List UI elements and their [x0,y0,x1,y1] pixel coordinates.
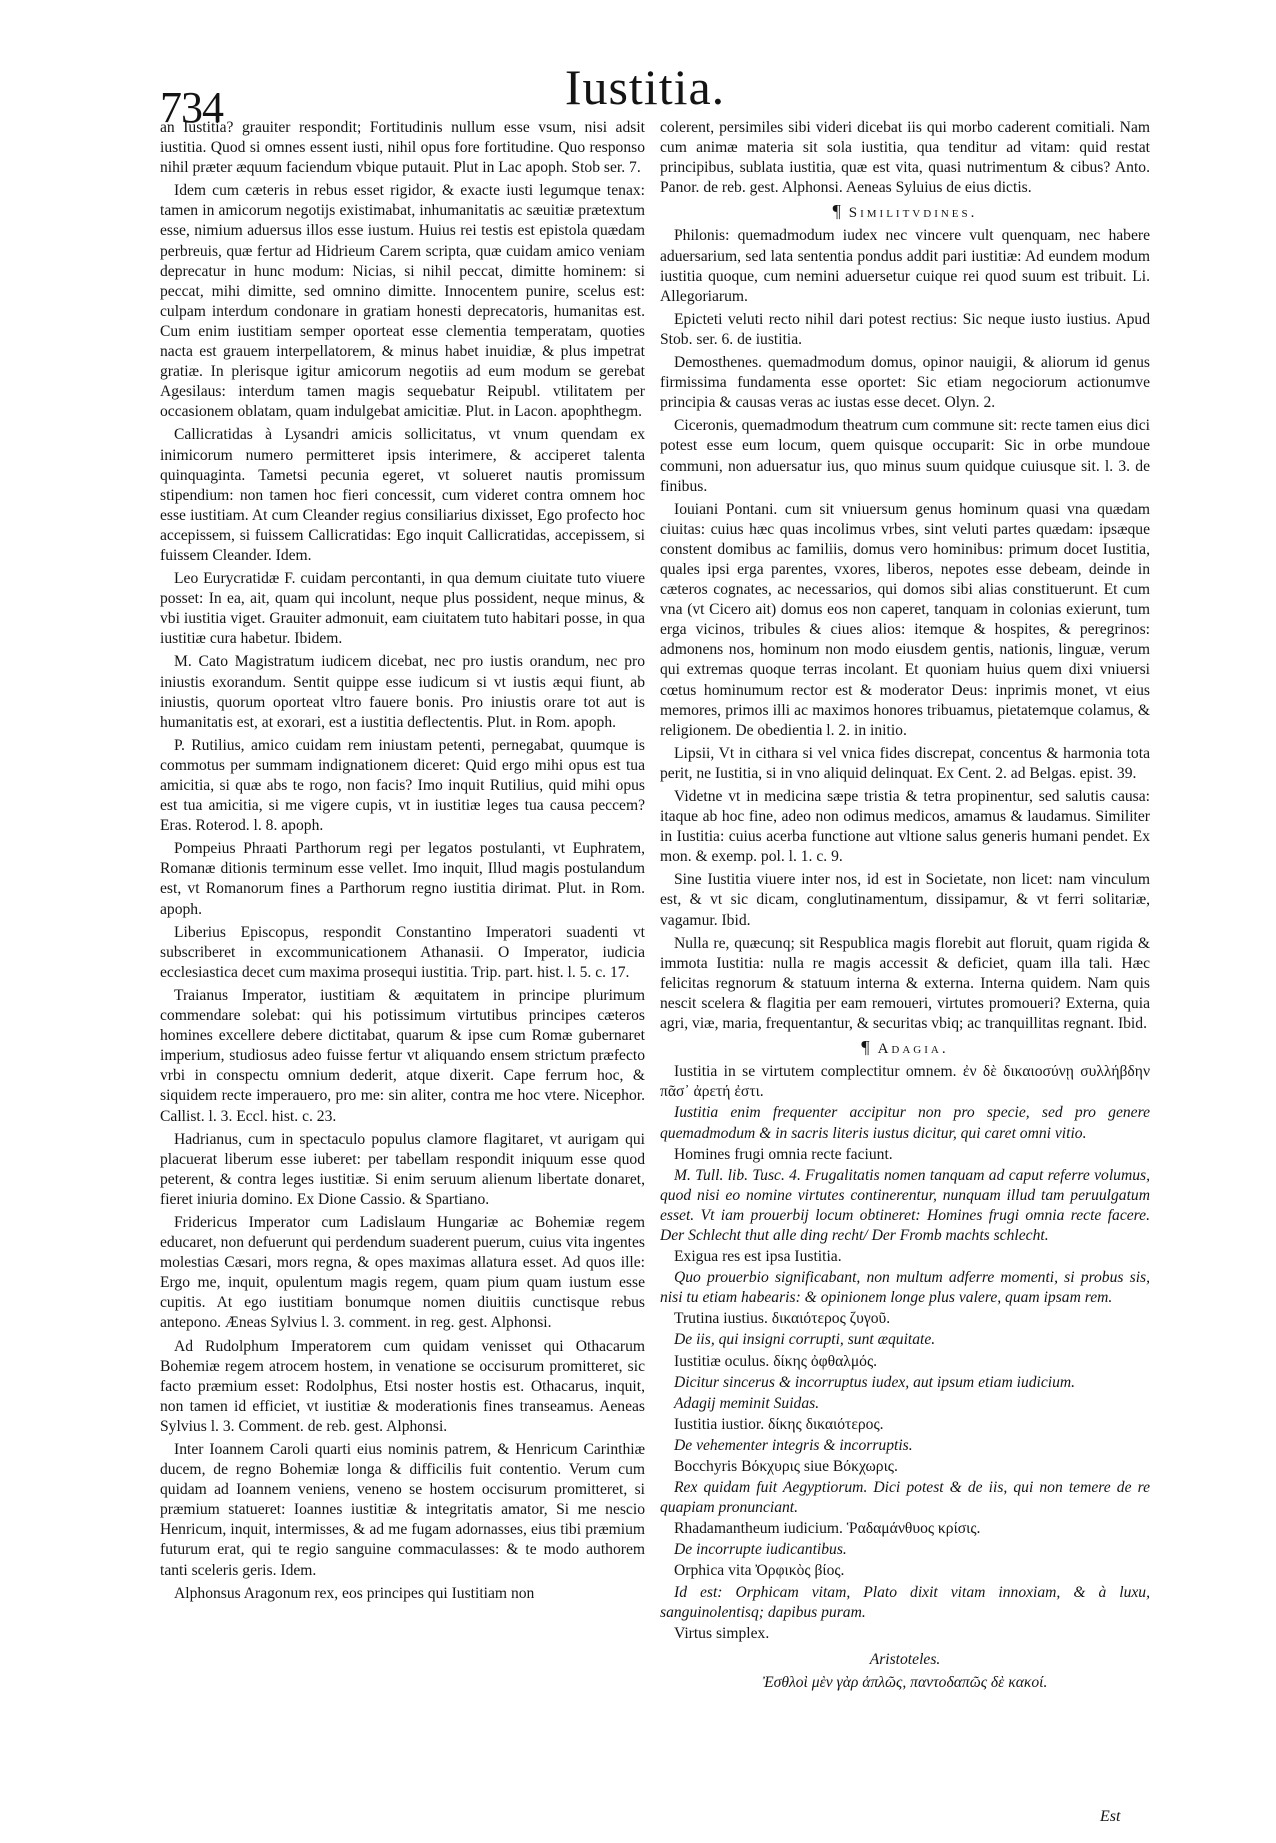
page-number: 734 [160,83,223,132]
paragraph: Traianus Imperator, iustitiam & æquitatem in principe plurimum commendare solebat: qui his potissimum virtutibus principes cæteros homines excellere debere dictitabat, quarum & ipse cum Romæ gubernaret imperium, studiosus adeo fuisse fertur vt aliquando ensem strictum præfecto vrbi in conspectu omnium dederit, atque dixerit. Cape ferrum hoc, & siquidem recte imperauero, pro me: sin aliter, contra me hoc vtere. Nicephor. Callist. l. 3. Eccl. hist. c. 23. [160,986,645,1125]
adage-line: Id est: Orphicam vitam, Plato dixit vitam innoxiam, & à luxu, sanguinolentisq; dapibus puram. [660,1583,1150,1621]
paragraph: Iouiani Pontani. cum sit vniuersum genus hominum quasi vna quædam ciuitas: cuius hæc quas incolimus vrbes, sint veluti partes quædam: ipsæque constent domibus ac familiis, domus vero hominibus: primum docet Iustitia, quales ipsi erga parentes, vxores, liberos, nepotes esse debeam, deinde in cæteros cognates, ac necessarios, qui domos sibi alias constituerunt. Et cum vna (vt Cicero ait) domus eos non caperet, tanquam in colonias exierunt, tum erga vicinos, tribules & ciues alios: itemque & hospites, & peregrinos: admonens nos, hominum non modo eiusdem gentis, nationis, linguæ, verum qui extremas quoque terras incolant. Et quoniam huius quem dixi vniuersi cœtus hominumum rector est & moderator Deus: inprimis monet, vt eius memores, primos illi ac maximos honores tribuamus, pietatemque colamus, & religionem. De obedientia l. 2. in initio. [660,500,1150,739]
adage-author: Aristoteles. [869,1650,941,1668]
adage-line: Trutina iustius. δικαιότερος ζυγοῦ. [674,1310,891,1328]
adage-line: Virtus simplex. [674,1624,770,1642]
adage-line: Iustitiæ oculus. δίκης ὀφθαλμός. [674,1352,878,1370]
section-mark-icon: ¶ [861,1037,870,1058]
greek-verse: Ἐσθλοὶ μὲν γὰρ ἁπλῶς, παντοδαπῶς δὲ κακοί. [762,1673,1048,1691]
running-head: Iustitia. [564,59,726,115]
paragraph: Pompeius Phraati Parthorum regi per legatos postulanti, vt Euphratem, Romanæ ditionis terminum esse vellet. Imo inquit, Illud magis postulandum est, vt Romanorum fines a Parthorum regno iustitia dirimat. Plut. in Rom. apoph. [160,840,645,918]
paragraph: an Iustitia? grauiter respondit; Fortitudinis nullum esse vsum, nisi adsit iustitia. Quod si omnes essent iusti, nihil opus fore fortitudine. Quo responso nihil præter æquum faciendum vbique putauit. Plut in Lac apoph. Stob ser. 7. [160,119,645,177]
paragraph: Sine Iustitia viuere inter nos, id est in Societate, non licet: nam vinculum est, & vt sic dicam, conglutinamentum, dissipamur, & vt ferri solitariæ, vagamur. Ibid. [660,871,1150,929]
paragraph: Philonis: quemadmodum iudex nec vincere vult quenquam, nec habere aduersarium, sed lata sententia pondus addit pari iustitiæ: Ad eundem modum iustitia quoque, cum nemini aduersetur cuique rei quod suum est tribuit. Li. Allegoriarum. [660,227,1150,305]
adagia-list [660,1062,1150,1644]
adage-line: Dicitur sincerus & incorruptus iudex, aut ipsum etiam iudicium. [674,1373,1076,1391]
paragraph: P. Rutilius, amico cuidam rem iniustam petenti, pernegabat, quumque is commotus per summam indignationem diceret: Quid ergo mihi opus est tua amicitia, si quæ abs te rogo, non facis? Imo inquit Rutilius, quid mihi opus est tua amicitia, si me vigere cupis, vt in iustitiæ leges tua causa peccem? Eras. Roterod. l. 8. apoph. [160,736,645,835]
adage-line: De incorrupte iudicantibus. [674,1541,847,1559]
adage-line: M. Tull. lib. Tusc. 4. Frugalitatis nomen tanquam ad caput referre volumus, quod nisi eo nomine virtutes continerentur, nunquam illud tam peruulgatum esset. Vt iam prouerbij locum obtineret: Homines frugi omnia recte facere. Der Schlecht thut alle ding recht/ Der Fromb machts schlecht. [660,1166,1150,1244]
adage-line: Orphica vita Ὀρφικὸς βίος. [674,1562,845,1580]
paragraph: Callicratidas à Lysandri amicis sollicitatus, vt vnum quendam ex inimicorum numero permitteret ipsis interimere, & acciperet talenta quinquaginta. Tametsi pecunia egeret, vt solueret nautis promissum stipendium: non tamen hoc fieri concessit, cum videret contra omnem hoc esse iustitiam. At cum Cleander regius consiliarius dixisset, Ego profecto hoc accepissem, si fuissem Callicratidas: Ego inquit Callicratidas, accepissem, si fuissem Cleander. Idem. [160,426,645,564]
section-heading-adagia [660,1037,1150,1059]
adage-line: Homines frugi omnia recte faciunt. [674,1145,893,1163]
adage-line: Quo prouerbio significabant, non multum adferre momenti, si probus sis, nisi tu etiam habearis: & opinionem longe plus valere, quam ipsam rem. [660,1269,1150,1307]
section-heading-label: Similitvdines. [848,205,978,222]
adage-line: De iis, qui insigni corrupti, sunt æquitate. [674,1331,936,1349]
catchword: Est [1100,1808,1121,1825]
section-mark-icon: ¶ [832,201,841,222]
paragraph: Lipsii, Vt in cithara si vel vnica fides discrepat, concentus & harmonia tota perit, ne Iustitia, si in vno aliquid delinquat. Ex Cent. 2. ad Belgas. epist. 39. [660,744,1150,782]
paragraph: Ad Rudolphum Imperatorem cum quidam venisset qui Othacarum Bohemiæ regem atrocem hostem, in venatione se occisurum promitteret, sic facto præmium esset: Rodolphus, Etsi noster hostis est. Othacarus, inquit, non tamen id efficiet, vt iustitiæ & moderationis fines transeamus. Aeneas Sylvius l. 3. Comment. de reb. gest. Alphonsi. [160,1337,645,1435]
paragraph: Idem cum cæteris in rebus esset rigidor, & exacte iusti legumque tenax: tamen in amicorum negotijs existimabat, inhumanitatis ac sæuitiæ prætextum esse, nimium aduersus illos esse iustum. Huius rei testis est epistola quædam perbreuis, quæ fertur ad Hidrieum Carem scripta, quæ cuidam amico veniam deprecatur in hunc modum: Nicias, si nihil peccat, dimitte hominem: si peccat, mihi dimitte, sed omnino dimitte. Innocentem punire, scelus est: culpam interdum condonare in gratiam honesti deprecatoris, humanitas est. Cum enim iustitiam semper oporteat esse clementia temperatam, quoties nacta est grauem interpellatorem, & minus habet inuidiæ, & plus impetrat gratiæ. In plerisque igitur amicorum negotiis ad eum modum se gerebat Agesilaus: interdum tamen magis sequebatur Reipubl. vtilitatem per occasionem oblatam, quam indulgebat amicitiæ. Plut. in Lacon. apophthegm. [160,182,645,421]
adage-line: Rex quidam fuit Aegyptiorum. Dici potest & de iis, qui non temere de re quapiam pronunciant. [660,1479,1150,1517]
paragraph: M. Cato Magistratum iudicem dicebat, nec pro iustis orandum, nec pro iniustis exorandum. Sentit quippe esse iudicum si vt iustis æqui fiunt, ab iniustis, quorum oporteat vltro fauere bonis. Pro iniustis orare tot aut is humanitatis est, at exorari, est a iustitia deflectentis. Plut. in Rom. apoph. [160,653,645,731]
adage-line: Iustitia iustior. δίκης δικαιότερος. [674,1415,884,1433]
paragraph: Alphonsus Aragonum rex, eos principes qui Iustitiam non [174,1584,535,1602]
adage-line: De vehementer integris & incorruptis. [674,1436,913,1454]
paragraph: Leo Eurycratidæ F. cuidam percontanti, in qua demum ciuitate tuto viuere posset: In ea, ait, quam qui incolunt, neque plus possident, neque minus, & vbi iustitia viget. Grauiter admonuit, eam ciuitatem tuto habitari posse, in qua iustitiæ cura habetur. Ibidem. [160,570,645,648]
section-heading-label: Adagia. [877,1041,949,1058]
section-heading-similitudines [660,201,1150,223]
adage-line: Exigua res est ipsa Iustitia. [674,1248,842,1266]
adage-line: Iustitia enim frequenter accipitur non pro specie, sed pro genere quemadmodum & in sacris literis iustus dicitur, qui caret omni vitio. [660,1104,1150,1142]
paragraph: Nulla re, quæcunq; sit Respublica magis florebit aut floruit, quam rigida & immota Iustitia: nulla re magis accessit & deficiet, quam illa tali. Hæc felicitas regnorum & statuum interna & externa. Interna quidem. Nam quis nescit scelera & flagitia per eam remoueri, virtutes promoueri? Externa, quia agri, viæ, maria, frequentantur, & securitas vbiq; ac tranquillitas regnant. Ibid. [660,934,1150,1033]
adage-line: Adagij meminit Suidas. [674,1394,820,1412]
paragraph: Fridericus Imperator cum Ladislaum Hungariæ ac Bohemiæ regem educaret, non defuerunt qui perdendum suaderent puerum, cuius vita ingentes molestias Cæsari, mors regna, & opes maximas allatura esset. Ad quos ille: Ergo me, inquit, opulentum magis regem, quam pium quam iustum esse cupitis. At ego iustitiam bonumque nomen diuitiis cunctisque rebus antepono. Æneas Sylvius l. 3. comment. in reg. gest. Alphonsi. [160,1213,645,1332]
paragraph: Inter Ioannem Caroli quarti eius nominis patrem, & Henricum Carinthiæ ducem, de regno Bohemiæ longa & difficilis fuit contentio. Verum cum quidam ad Ioannem veniens, veneno se hostem occisurum promitteret, si præmium statueret: Ioannes iustitiæ & integritatis amator, Si me nescio Henricum, inquit, intermisses, & ad me fugam adornasses, eius tibi præmium futurum erat, qui te regio sanguine commaculasses: & te modo authorem tanti sceleris geris. Idem. [160,1441,645,1579]
left-column [160,118,645,1818]
adage-line: Rhadamantheum iudicium. Ῥαδαμάνθυος κρίσις. [674,1520,981,1538]
paragraph: Videtne vt in medicina sæpe tristia & tetra propinentur, sed salutis causa: itaque ab hoc fine, adeo non odimus medicos, amamus & laudamus. Similiter in Iustitia: cuius acerba functione aut vltione salus generis humani pendet. Ex mon. & exemp. pol. l. 1. c. 9. [660,788,1150,866]
adage-line: Bocchyris Βόκχυρις siue Βόκχωρις. [674,1458,898,1475]
adage-line: Iustitia in se virtutem complectitur omnem. ἐν δὲ δικαιοσύνῃ συλλήβδην πᾶσ᾽ ἀρετή ἐστι. [660,1063,1150,1101]
paragraph: Epicteti veluti recto nihil dari potest rectius: Sic neque iusto iustius. Apud Stob. ser. 6. de iustitia. [660,310,1150,348]
paragraph: Demosthenes. quemadmodum domus, opinor nauigii, & aliorum id genus firmissima fundamenta esse oportet: Sic etiam negociorum actionumve principia & causas veras ac iustas esse decet. Olyn. 2. [660,354,1150,412]
paragraph: colerent, persimiles sibi videri dicebat iis qui morbo caderent comitiali. Nam cum animæ materia sit sola iustitia, qua tenditur ad vitam: quid restat principibus, sublata iustitia, quæ est vita, quasi nutrimentum & cibus? Anto. Panor. de reb. gest. Alphonsi. Aeneas Syluius de eius dictis. [660,119,1150,197]
paragraph: Ciceronis, quemadmodum theatrum cum commune sit: recte tamen eius dici potest esse eum locum, quem quisque occuparit: Sic in orbe mundoue communi, non aduersatur ius, quo minus suum quidque cuiusque sit. l. 3. de finibus. [660,417,1150,495]
right-column [660,118,1150,1778]
paragraph: Liberius Episcopus, respondit Constantino Imperatori suadenti vt subscriberet in excommunicationem Athanasii. O Imperator, iudicia ecclesiastica decet cum maxima prosequi iustitia. Trip. part. hist. l. 5. c. 17. [160,923,645,981]
paragraph: Hadrianus, cum in spectaculo populus clamore flagitaret, vt aurigam qui placuerat liberum esse iuberet: per tabellam respondit iniquum esse quod peterent, & contra leges iustitiæ. Si enim seruum alienum libertate donaret, fieret iniuria domino. Ex Dione Cassio. & Spartiano. [160,1130,645,1208]
